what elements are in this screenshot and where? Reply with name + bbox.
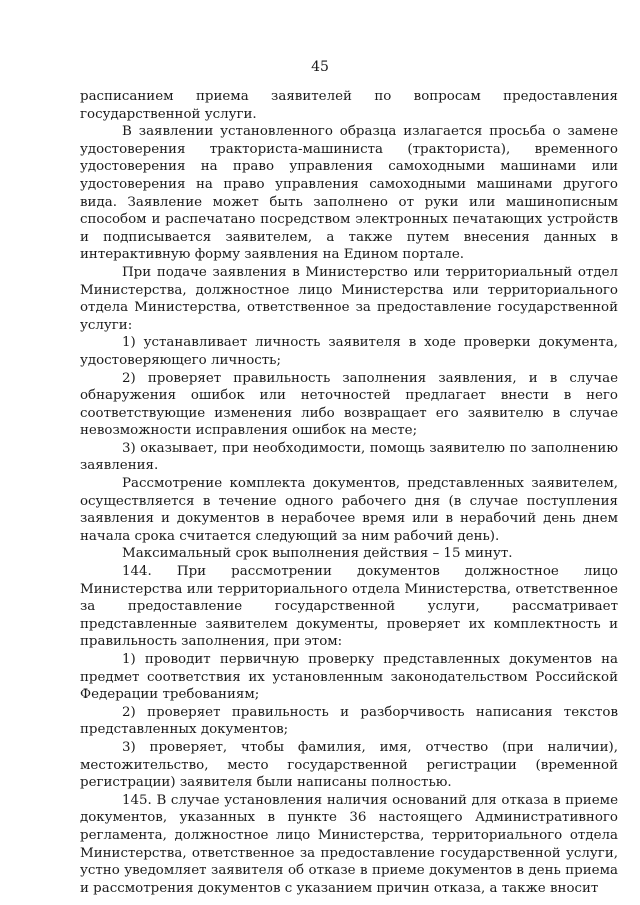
list-item-full-name: 3) проверяет, чтобы фамилия, имя, отчество (при наличии), местожительство, место государственной регистрации (временной регистрации) заявителя были написаны полностью. [80, 739, 618, 791]
page-number: 45 [311, 59, 329, 75]
paragraph-review-term: Рассмотрение комплекта документов, представленных заявителем, осуществляется в течение одного рабочего дня (в случае поступления заявления и документов в нерабочее время или в нерабочий день днем начала срока считается следующий за ним рабочий день). [80, 476, 618, 544]
paragraph-max-time: Максимальный срок выполнения действия – 15 минут. [122, 546, 513, 562]
paragraph-145: 145. В случае установления наличия оснований для отказа в приеме документов, указанных в пункте 36 настоящего Административного регламента, должностное лицо Министерства, территориального отдела Министерства, ответственное за предоставление государственной услуги, устно уведомляет заявителя об отказе в приеме документов в день приема и рассмотрения документов с указанием причин отказа, а также вносит [80, 792, 618, 896]
paragraph-continuation: расписанием приема заявителей по вопросам предоставления государственной услуги. [80, 89, 618, 122]
list-item-primary-check: 1) проводит первичную проверку представленных документов на предмет соответствия их установленным законодательством Российской Федерации требованиям; [80, 652, 618, 703]
list-item-assistance: 3) оказывает, при необходимости, помощь заявителю по заполнению заявления. [80, 440, 618, 474]
list-item-check-filling: 2) проверяет правильность заполнения заявления, и в случае обнаружения ошибок или неточностей предлагает внести в него соответствующие изменения либо возвращает его заявителю в случае невозможности исправления ошибок на месте; [80, 370, 618, 439]
document-body [80, 88, 618, 897]
paragraph-144: 144. При рассмотрении документов должностное лицо Министерства или территориального отдела Министерства, ответственное за предоставление государственной услуги, рассматривает представленные заявителем документы, проверяет их комплектность и правильность заполнения, при этом: [80, 564, 618, 650]
paragraph-submission: При подаче заявления в Министерство или территориальный отдел Министерства, должностное лицо Министерства или территориального отдела Министерства, ответственное за предоставление государственной услуги: [80, 264, 618, 333]
paragraph-application-form: В заявлении установленного образца излагается просьба о замене удостоверения тракториста-машиниста (тракториста), временного удостоверения на право управления самоходными машинами или удостоверения на право управления самоходными машинами другого вида. Заявление может быть заполнено от руки или машинописным способом и распечатано посредством электронных печатающих устройств и подписывается заявителем, а также путем внесения данных в интерактивную форму заявления на Едином портале. [80, 124, 618, 263]
list-item-identity: 1) устанавливает личность заявителя в ходе проверки документа, удостоверяющего личность; [80, 335, 618, 368]
list-item-legibility: 2) проверяет правильность и разборчивость написания текстов представленных документов; [80, 704, 618, 738]
